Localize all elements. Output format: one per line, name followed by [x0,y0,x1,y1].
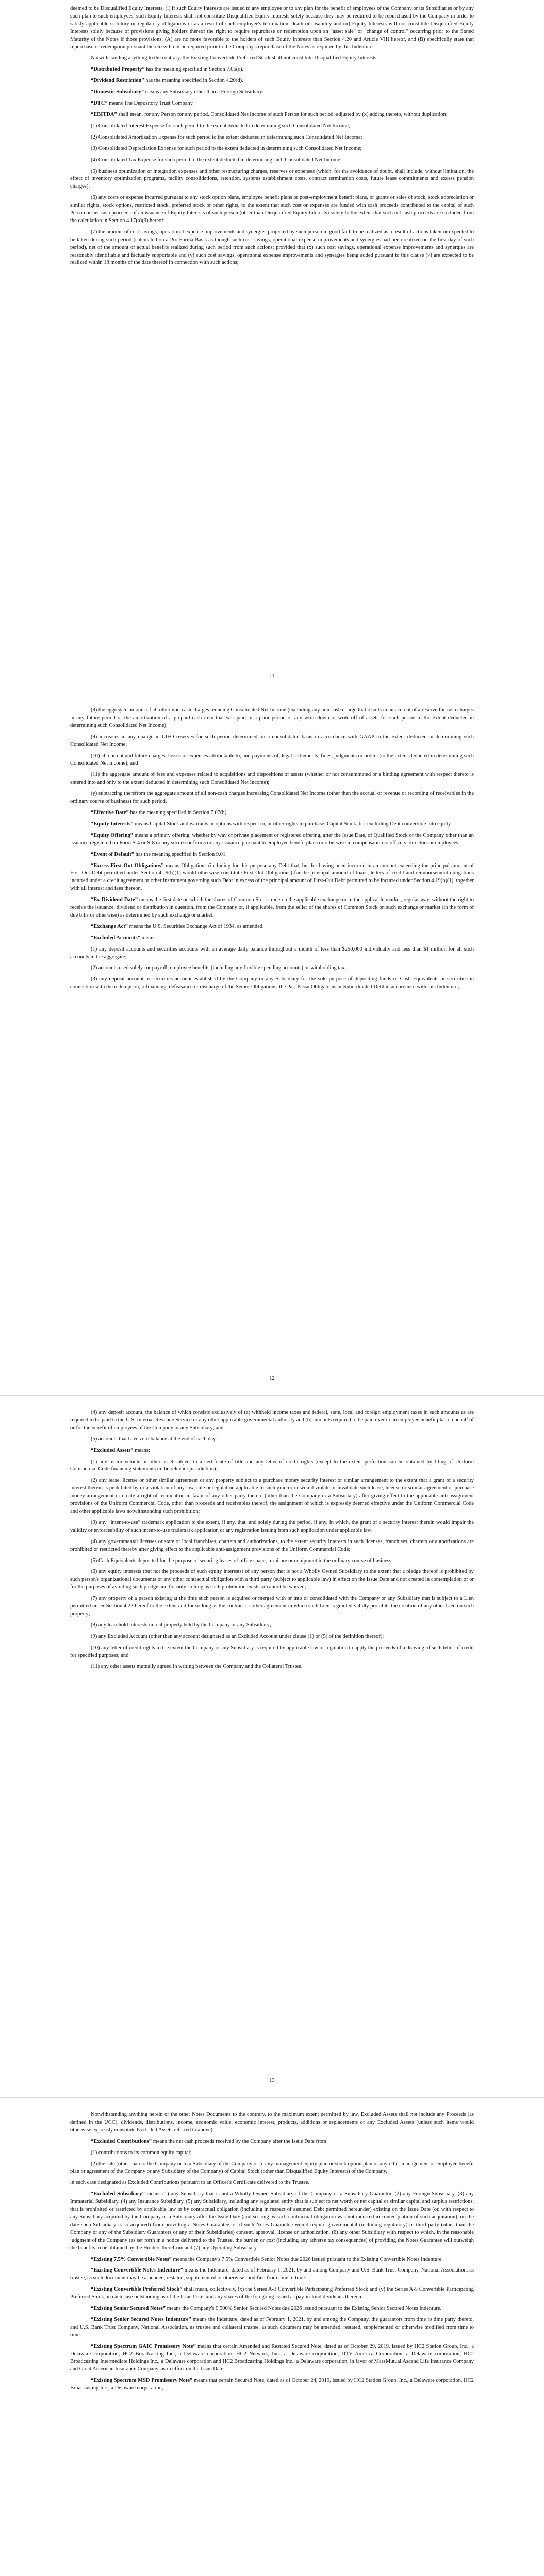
paragraph-text: means: [133,1447,150,1453]
body-paragraph [70,964,474,972]
defined-term: “Existing Convertible Notes Indenture” [91,2267,183,2274]
page-divider [0,2097,544,2098]
defined-term: “Excluded Contributions” [91,2138,152,2144]
document-page-14 [0,2111,544,2396]
paragraph-text: in each case designated as Excluded Contributions pursuant to an Officer's Certificate delivered to the Trustee. [70,2180,310,2186]
defined-term: “Dividend Restriction” [91,78,144,84]
paragraph-text: means the first date on which the shares of Common Stock trade on the applicable exchange or in the applicable market, regular way, without the right to receive the issuance, dividend or distribution in question, from the Company or, if applicable, from the seller of the shares of Common Stock on such exchange or market (in the form of due bills or otherwise) as determined by such exchange or market. [70,897,474,918]
paragraph-text: (8) the aggregate amount of all other non-cash charges reducing Consolidated Net Income (excluding any non-cash charge that results in an accrual of a reserve for cash charges in any future period or the amortization of a prepaid cash item that was paid in a prior period or any write-down or write-off of assets for such period to the extent deducted in determining such Consolidated Net Income); [70,707,474,728]
body-paragraph [70,1595,474,1618]
body-paragraph [70,1436,474,1444]
definition-paragraph [70,2191,474,2252]
paragraph-text: means the Indenture, dated as of February 1, 2021, by and among Company and U.S. Bank Trust Company, National Association, as trustee, as such document may be amended, restated, supplemented or otherwise modified from time to time. [70,2267,474,2281]
page-number: 11 [269,673,275,679]
paragraph-text: (7) any property of a person existing at the time such person is acquired or merged with or into or consolidated with the Company or any Subsidiary that is subject to a Lien permitted under Section 4.22 hereof to the extent and for so long as the contract or other agreement in which such Lien is granted validly prohibits the creation of any other Lien on such property; [70,1596,474,1617]
paragraph-text: (11) the aggregate amount of fees and expenses related to acquisitions and dispositions of assets (whether or not consummated or a binding agreement with respect thereto is entered into and only to the extent deducted in determining such Consolidated Net Income); [70,772,474,786]
definition-paragraph [70,77,474,85]
body-paragraph [70,771,474,787]
definition-paragraph [70,2305,474,2313]
paragraph-text: (6) any costs or expense incurred pursuant to any stock option plans, employee benefit plans or post-employment benefit plans, or grants or sales of stock, stock appreciation or similar rights, stock options, restricted stock, preferred stock or other rights, to the extent that such cost or expenses are funded with cash proceeds contributed to the capital of such Person or net cash proceeds of an issuance of Equity Interests of such person (other than Disqualified Equity Interests) solely to the extent that such net cash proceeds are excluded from the calculation in Section 4.17(a)(3) hereof; [70,195,474,224]
body-paragraph [70,157,474,164]
body-paragraph [70,1663,474,1671]
paragraph-text: (9) increases in any change in LIFO reserves for such period determined on a consolidated basis in accordance with GAAP to the extent deducted in determining such Consolidated Net Income; [70,734,474,748]
paragraph-text: means The Depository Trust Company. [107,100,194,107]
body-paragraph [70,145,474,153]
body-paragraph [70,1538,474,1554]
body-paragraph [70,2111,474,2134]
paragraph-text: means that certain Secured Note, dated as of October 24, 2019, issued by HC2 Station Group, Inc., a Delaware corporation, HC2 Broadcasting Inc., a Delaware corporation, [70,2378,474,2392]
paragraph-text: (y) subtracting therefrom the aggregate amount of all non-cash charges increasing Consolidated Net Income (other than the accrual of revenue or recording of receivables in the ordinary course of business) for such period. [70,791,474,805]
paragraph-text: shall mean, for any Person for any period, Consolidated Net Income of such Person for such period, adjusted by (x) adding thereto, without duplication: [117,111,448,117]
page-divider [0,1395,544,1396]
document-page-11 [0,5,544,270]
paragraph-text: (3) Consolidated Depreciation Expense for such period to the extent deducted in determining such Consolidated Net Income; [91,145,362,151]
paragraph-text: (2) the sale (other than to the Company or to a Subsidiary of the Company or to any management equity plan or stock option plan or any other management or employee benefit plan or agreement of the Company or any Subsidiary of the Company) of Capital Stock (other than Disqualified Equity Interests) of the Company, [70,2161,474,2175]
paragraph-text: means Capital Stock and warrants or options with respect to, or other rights to purchase, Capital Stock, but excluding Debt convertible into equity. [133,821,452,827]
body-paragraph [70,2179,474,2187]
paragraph-text: (1) Consolidated Interest Expense for such period to the extent deducted in determining such Consolidated Net Income; [91,123,350,129]
paragraph-text: (4) any deposit account, the balance of which consists exclusively of (a) withheld income taxes and federal, state, local and foreign employment taxes in such amounts as are required to be paid to the U.S. Internal Revenue Service or any other applicable governmental authority and (b) amounts required to be paid over to an employee benefit plan on behalf of or for the benefit of employees of the Company or any Subsidiary; and [70,1410,474,1431]
paragraph-text: (5) business optimization or integration expenses and other restructuring charges, reserves or expenses (which, for the avoidance of doubt, shall include, without limitation, the effect of inventory optimization programs, facility consolidations, retention, systems establishment costs, contract termination costs, future lease commitments and excess pension charges); [70,168,474,190]
body-paragraph [70,976,474,991]
paragraph-text: (1) any deposit accounts and securities accounts with an average daily balance throughout a month of less than $250,000 individually and less than $1 million for all such accounts in the aggregate; [70,946,474,960]
definition-paragraph [70,1447,474,1455]
paragraph-text: (5) Cash Equivalents deposited for the purpose of securing leases of office space, furniture or equipment in the ordinary course of business; [91,1557,393,1564]
paragraph-text: (9) any Excluded Account (other than any account designated as an Excluded Account under clause (1) or (5) of the definition thereof); [91,1633,384,1639]
defined-term: “EBITDA” [91,111,117,117]
definition-paragraph [70,111,474,119]
body-paragraph [70,1622,474,1630]
body-paragraph [70,790,474,806]
paragraph-text: (2) Consolidated Amortization Expense for such period to the extent deducted in determining such Consolidated Net Income; [91,134,362,140]
page-number: 13 [269,2078,275,2083]
paragraph-text: (4) any governmental licenses or state or local franchises, charters and authorizations, to the extent security interests in such licenses, franchises, charters or authorizations are prohibited or restricted thereby after giving effect to the applicable anti-assignment provisions of the Uniform Commercial Code; [70,1538,474,1552]
paragraph-text: means any Subsidiary other than a Foreign Subsidiary. [143,89,263,95]
body-paragraph [70,55,474,62]
body-paragraph [70,1645,474,1660]
paragraph-text: (6) any equity interests (but not the proceeds of such equity interests) of any person that is not a Wholly Owned Subsidiary to the extent that a pledge thereof is prohibited by such person's organizational documents or any other contractual obligation with a third party (subject to applicable law) in effect on the Issue Date and not created in contemplation of or for the purposes of avoiding such pledge and for only so long as such prohibition exists or cannot be waived; [70,1569,474,1590]
definition-paragraph [70,862,474,893]
paragraph-text: has the meaning specified in Section 9.01. [134,851,227,857]
paragraph-text: (2) any lease, license or other similar agreement or any property subject to a purchase money security interest or similar arrangement to the extent that a grant of a security interest therein is prohibited by or a violation of any law, rule or regulation applicable to such grantor or would violate or invalidate such lease, license or similar agreement or purchase money arrangement or create a right of termination in favor of any other party thereto (other than the Company or a Subsidiary) after giving effect to the applicable anti-assignment provisions of the Uniform Commercial Code, other than proceeds and receivables thereof, the assignment of which is expressly deemed effective under the Uniform Commercial Code and other applicable laws notwithstanding such prohibition; [70,1478,474,1514]
paragraph-text: means the Indenture, dated as of February 1, 2021, by and among the Company, the guarantors from time to time party thereto, and U.S. Bank Trust Company, National Association, as trustee and collateral trustee, as such document may be amended, restated, supplemented or otherwise modified from time to time. [70,2316,474,2338]
paragraph-text: (1) contributions to its common equity capital; [91,2149,192,2156]
definition-paragraph [70,923,474,931]
definition-paragraph [70,2256,474,2264]
definition-paragraph [70,89,474,96]
paragraph-text: (3) any deposit account or securities account established by the Company or any Subsidiary for the sole purpose of depositing funds or Cash Equivalents or securities in connection with the redemption, refinancing, defeasance or discharge of the Senior Obligations, the Pari Passu Obligations or Subordinated Debt in accordance with this Indenture; [70,976,474,990]
paragraph-text: (4) Consolidated Tax Expense for such period to the extent deducted in determining such Consolidated Net Income; [91,157,342,163]
body-paragraph [70,168,474,191]
paragraph-text: (10) all current and future charges, losses or expenses attributable to, and payments of, legal settlements, fines, judgments or orders (to the extent deducted in determining such Consolidated Net Income); and [70,753,474,767]
body-paragraph [70,1409,474,1432]
defined-term: “Event of Default” [91,851,134,857]
defined-term: “Excess First-Out Obligations” [91,862,164,869]
defined-term: “Existing 7.5% Convertible Notes” [91,2256,172,2262]
paragraph-text: means (1) any Subsidiary that is not a Wholly Owned Subsidiary of the Company or a Subsidiary Guarantor, (2) any Foreign Subsidiary, (3) any Immaterial Subsidiary, (4) any Insurance Subsidiary, (5) any Subsidiary, including any regulated entity that is subject to net worth or net capital or similar capital and surplus restrictions, that is prohibited or restricted by applicable law or by contractual obligation (including in respect of assumed Debt permitted hereunder) existing on the Issue Date (or, with respect to any Subsidiary acquired by the Company or a Subsidiary after the Issue Date (and so long as such contractual obligation was not incurred in contemplation of such acquisition), on the date such Subsidiary is so acquired) from providing a Notes Guarantee, or if such Notes Guarantee would require governmental (including regulatory) or third party (other than the Company or any of the Subsidiary Guarantors or any of their Subsidiaries) consent, approval, license or authorization, (6) any other Subsidiary with respect to which, in the reasonable judgment of the Company (as set forth in a notice delivered to the Trustee, the burden or cost (including any adverse tax consequences) of providing the Notes Guarantee will outweigh the benefits to be obtained by the Holders therefrom and (7) any Operating Subsidiary. [70,2191,474,2251]
body-paragraph [70,5,474,51]
body-paragraph [70,2149,474,2157]
paragraph-text: means a primary offering, whether by way of private placement or registered offering, after the Issue Date, of Qualified Stock of the Company other than an issuance registered on Form S-4 or S-8 or any successor forms or any issuance pursuant to employee benefit plans or otherwise in compensation to officers, directors or employees. [70,832,474,846]
definition-paragraph [70,832,474,848]
defined-term: “Existing Spectrum MSD Promissory Note” [91,2378,193,2384]
defined-term: “Existing Convertible Preferred Stock” [91,2286,183,2293]
paragraph-text: Notwithstanding anything herein or the other Notes Documents to the contrary, to the maximum extent permitted by law, Excluded Assets shall not include any Proceeds (as defined in the UCC), dividends, distributions, income, economic value, economic interest, products, additions or replacements of any Excluded Assets (unless such items would otherwise expressly constitute Excluded Assets referred to above). [70,2112,474,2133]
defined-term: “Existing Senior Secured Notes” [91,2306,166,2312]
definition-paragraph [70,935,474,942]
body-paragraph [70,2161,474,2176]
body-paragraph [70,734,474,749]
definition-paragraph [70,896,474,920]
paragraph-text: (8) any leasehold interests in real property held by the Company or any Subsidiary; [91,1622,271,1628]
definition-paragraph [70,2286,474,2301]
paragraph-text: (10) any letter of credit rights to the extent the Company or any Subsidiary is required by applicable law or regulation to apply the proceeds of a drawing of such letter of credit for specified purposes; and [70,1645,474,1658]
body-paragraph [70,123,474,130]
body-paragraph [70,946,474,961]
page-number: 12 [269,1376,275,1381]
paragraph-text: means the net cash proceeds received by the Company after the Issue Date from: [152,2138,328,2144]
body-paragraph [70,707,474,730]
defined-term: “Domestic Subsidiary” [91,89,144,95]
defined-term: “Existing Spectrum GAIC Promissory Note” [91,2343,196,2349]
defined-term: “Excluded Accounts” [91,935,140,941]
paragraph-text: has the meaning specified in Section 7.07(h). [128,809,228,816]
defined-term: “Exchange Act” [91,923,128,929]
definition-paragraph [70,100,474,108]
paragraph-text: (11) any other assets mutually agreed in writing between the Company and the Collateral Trustee. [91,1664,303,1670]
defined-term: “Existing Senior Secured Notes Indenture” [91,2316,191,2323]
body-paragraph [70,1459,474,1474]
paragraph-text: (2) accounts used solely for payroll, employee benefits (including any flexible spending accounts) or withholding tax; [91,965,347,971]
paragraph-text: means that certain Amended and Restated Secured Note, dated as of October 29, 2019, issued by HC2 Station Group, Inc., a Delaware corporation, HC2 Broadcasting Inc., a Delaware corporation, HC2 Network, Inc., a Delaware corporation, DTV America Corporation, a Delaware corporation, HC2 Broadcasting Intermediate Holdings Inc., a Delaware corporation and HC2 Broadcasting Holdings Inc., a Delaware corporation, in favor of MassMutual Ascend Life Insurance Company and Great American Insurance Company, as in effect on the Issue Date. [70,2343,474,2372]
defined-term: “Ex-Dividend Date” [91,897,138,903]
paragraph-text: deemed to be Disqualified Equity Interests, (i) if such Equity Interests are issued to any employee or to any plan for the benefit of employees of the Company or its Subsidiaries or by any such plan to such employees, such Equity Interests shall not constitute Disqualified Equity Interests solely because they may be required to be repurchased by the Company in order to satisfy applicable statutory or regulatory obligations or as a result of such employee's termination, death or disability and (ii) Equity Interests will not constitute Disqualified Equity Interests solely because of provisions giving holders thereof the right to require repurchase or redemption upon an "asset sale" or "change of control" occurring prior to the Stated Maturity of the Notes if those provisions: (A) are no more favorable to the holders of such Equity Interests than Section 4.20 and Article VIII hereof, and (B) specifically state that repurchase or redemption pursuant thereto will not be required prior to the Company's repurchase of the Notes as required by this Indenture. [70,6,474,50]
paragraph-text: has the meaning specified in Section 4.20(d). [144,78,243,84]
definition-paragraph [70,821,474,828]
definition-paragraph [70,2377,474,2393]
body-paragraph [70,1633,474,1641]
body-paragraph [70,1557,474,1565]
paragraph-text: has the meaning specified in Section 7.06(c). [144,66,244,73]
definition-paragraph [70,851,474,859]
document-page-12 [0,707,544,995]
paragraph-text: Notwithstanding anything to the contrary, the Existing Convertible Preferred Stock shall not constitute Disqualified Equity Interests. [91,55,378,61]
definition-paragraph [70,2343,474,2374]
defined-term: “Effective Date” [91,809,129,816]
paragraph-text: (1) any motor vehicle or other asset subject to a certificate of title and any letter of credit rights (except to the extent perfection can be obtained by filing of Uniform Commercial Code financing statements in the relevant jurisdiction); [70,1459,474,1472]
paragraph-text: means the Company's 7.5% Convertible Senior Notes due 2026 issued pursuant to the Existing Convertible Notes Indenture. [171,2256,443,2262]
defined-term: “Equity Interests” [91,821,134,827]
document-page-13 [0,1409,544,1674]
definition-paragraph [70,809,474,817]
body-paragraph [70,194,474,225]
definition-paragraph [70,2138,474,2146]
definition-paragraph [70,2316,474,2340]
defined-term: “Excluded Subsidiary” [91,2191,145,2197]
body-paragraph [70,134,474,142]
paragraph-text: (3) any “intent-to-use” trademark application to the extent, if any, that, and solely during the period, if any, in which, the grant of a security interest therein would impair the validity or enforceability of such intent-to-use trademark application or any registration issuing from such application under applicable law; [70,1519,474,1533]
body-paragraph [70,1568,474,1591]
paragraph-text: means the Company's 9.500% Senior Secured Notes due 2026 issued pursuant to the Existing Senior Secured Notes Indenture. [166,2306,442,2312]
paragraph-text: means Obligations (including for this purpose any Debt that, but for having been incurred in an amount exceeding the principal amount of First-Out Debt permitted under Section 4.19(b)(1) would otherwise constitute First-Out Obligations) for the principal amount of loans, letters of credit and reimbursement obligations incurred under a credit agreement or other instrument governing such Debt in excess of the principal amount of First-Out Debt permitted to be incurred under Section 4.19(b)(1), together with all interest and fees thereon. [70,862,474,892]
paragraph-text: means the U.S. Securities Exchange Act of 1934, as amended. [128,923,264,929]
body-paragraph [70,229,474,267]
paragraph-text: means: [140,935,157,941]
paragraph-text: (7) the amount of cost savings, operational expense improvements and synergies projected by such person in good faith to be realized as a result of actions taken or expected to be taken during such period (calculated on a Pro Forma Basis as though such cost savings, operational expense improvements and synergies had been realized on the first day of such period), net of the amount of actual benefits realized during such period from such actions; provided that (x) such cost savings, operational expense improvements and synergies are reasonably identifiable and factually supportable and (y) such cost savings, operational expense improvements and synergies being added pursuant to this clause (7) are expected to be realized within 18 months of the date thereof in connection with such actions; [70,229,474,266]
body-paragraph [70,1477,474,1516]
defined-term: “Excluded Assets” [91,1447,134,1453]
defined-term: “DTC” [91,100,108,107]
definition-paragraph [70,2267,474,2282]
body-paragraph [70,1519,474,1535]
definition-paragraph [70,66,474,74]
defined-term: “Equity Offering” [91,832,134,838]
defined-term: “Distributed Property” [91,66,145,73]
paragraph-text: shall mean, collectively, (x) the Series A-3 Convertible Participating Preferred Stock and (y) the Series A-5 Convertible Participating Preferred Stock, in each case outstanding as of the Issue Date, and any shares of the foregoing issued as pay-in-kind dividends thereon. [70,2286,474,2300]
body-paragraph [70,753,474,768]
paragraph-text: (5) accounts that have zero balance at the end of each day. [91,1436,217,1442]
